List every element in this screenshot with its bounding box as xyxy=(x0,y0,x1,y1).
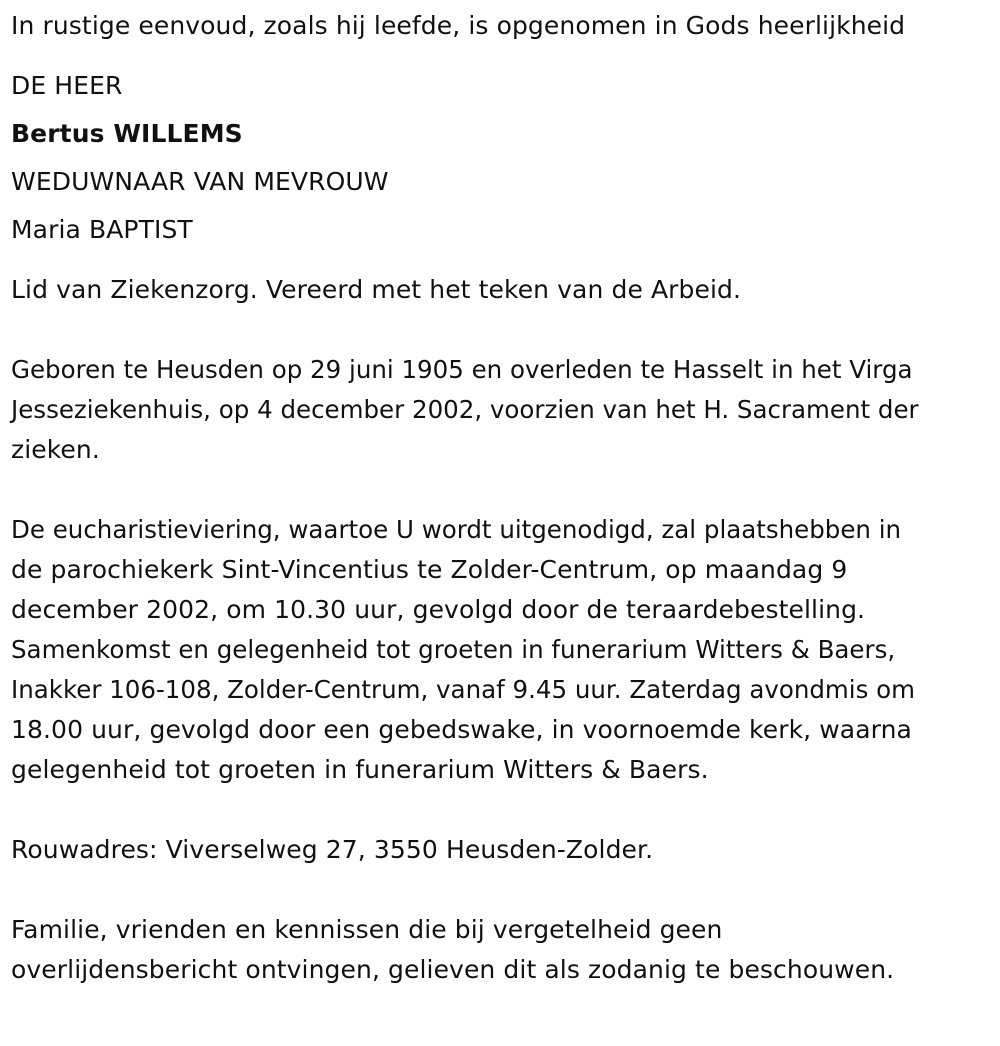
spouse-name: Maria BAPTIST xyxy=(11,215,193,244)
ceremony-line: Inakker 106-108, Zolder-Centrum, vanaf 9.45 uur. Zaterdag avondmis om xyxy=(11,675,915,704)
closing-line: Familie, vrienden en kennissen die bij vergetelheid geen xyxy=(11,915,723,944)
name-block xyxy=(11,62,990,254)
intro-line: In rustige eenvoud, zoals hij leefde, is opgenomen in Gods heerlijkheid xyxy=(11,11,906,40)
spacer xyxy=(11,310,990,350)
ceremony-line: De eucharistieviering, waartoe U wordt uitgenodigd, zal plaatshebben in xyxy=(11,515,902,544)
ceremony-paragraph xyxy=(11,510,990,790)
ceremony-line: de parochiekerk Sint-Vincentius te Zolder-Centrum, op maandag 9 xyxy=(11,555,848,584)
birth-death-line: Jesseziekenhuis, op 4 december 2002, voorzien van het H. Sacrament der xyxy=(11,395,919,424)
spacer xyxy=(11,46,990,62)
spacer xyxy=(11,254,990,270)
ceremony-line: december 2002, om 10.30 uur, gevolgd door de teraardebestelling. xyxy=(11,595,866,624)
closing-paragraph xyxy=(11,910,990,990)
relation-line: WEDUWNAAR VAN MEVROUW xyxy=(11,167,389,196)
address-line: Rouwadres: Viverselweg 27, 3550 Heusden-Zolder. xyxy=(11,835,654,864)
closing-line: overlijdensbericht ontvingen, gelieven dit als zodanig te beschouwen. xyxy=(11,955,895,984)
ceremony-line: Samenkomst en gelegenheid tot groeten in funerarium Witters & Baers, xyxy=(11,635,896,664)
deceased-name: Bertus WILLEMS xyxy=(11,119,243,148)
spacer xyxy=(11,870,990,910)
membership-line: Lid van Ziekenzorg. Vereerd met het teken van de Arbeid. xyxy=(11,275,742,304)
ceremony-line: gelegenheid tot groeten in funerarium Witters & Baers. xyxy=(11,755,709,784)
spacer xyxy=(11,790,990,830)
birth-death-paragraph xyxy=(11,350,990,470)
birth-death-line: Geboren te Heusden op 29 juni 1905 en overleden te Hasselt in het Virga xyxy=(11,355,913,384)
title-prefix: DE HEER xyxy=(11,71,123,100)
ceremony-line: 18.00 uur, gevolgd door een gebedswake, in voornoemde kerk, waarna xyxy=(11,715,912,744)
spacer xyxy=(11,470,990,510)
birth-death-line: zieken. xyxy=(11,435,100,464)
